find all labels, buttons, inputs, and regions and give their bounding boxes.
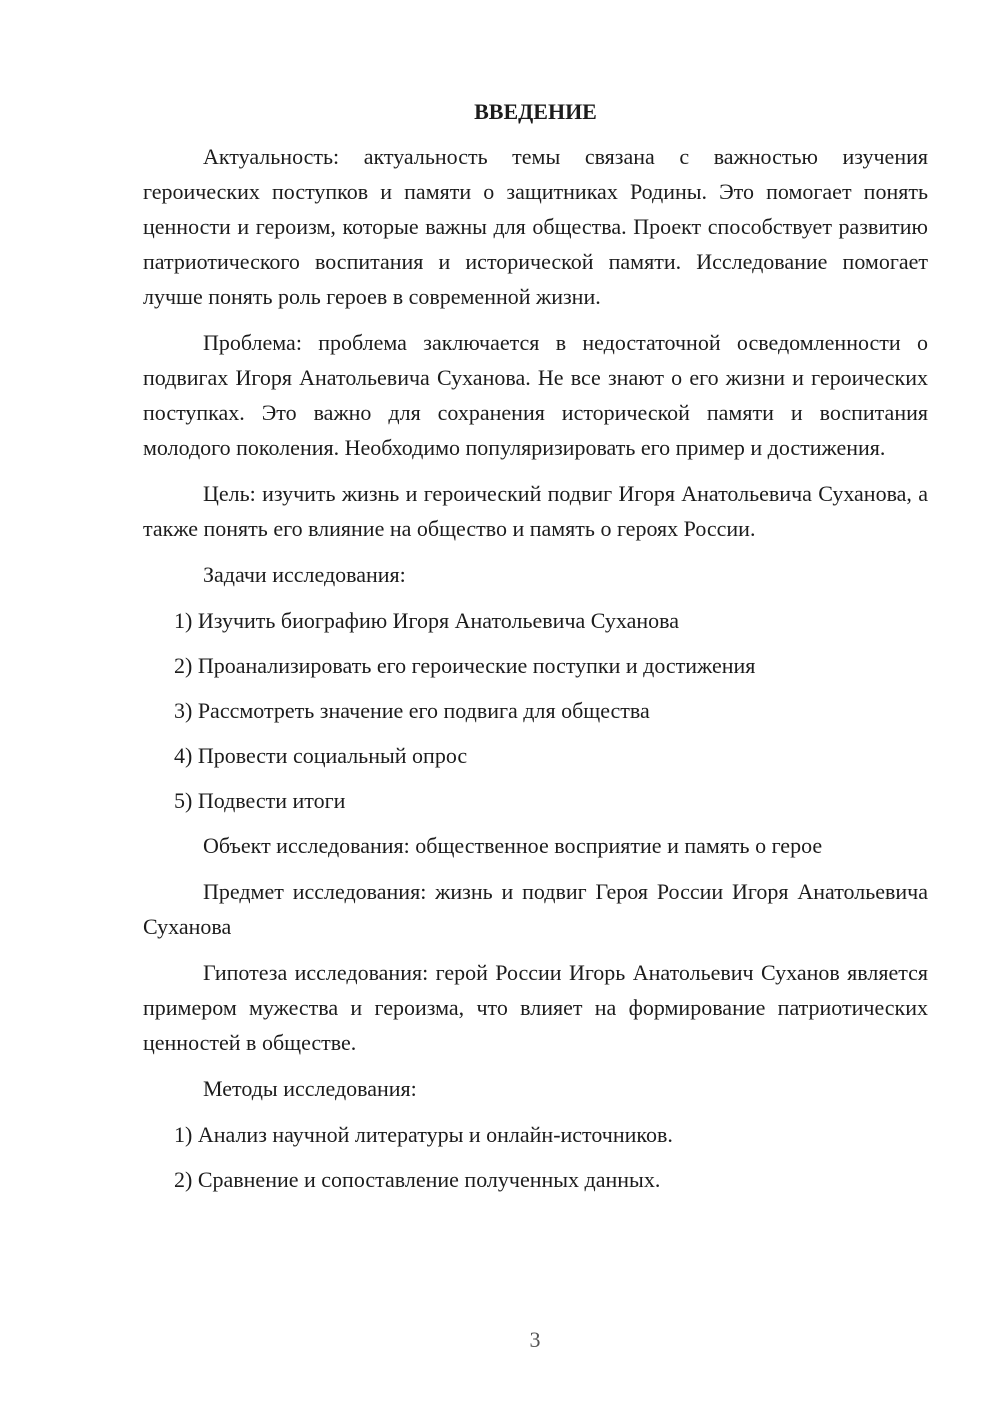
- methods-list: [143, 1117, 928, 1197]
- tasks-list: [143, 603, 928, 818]
- paragraph-problem: Проблема: проблема заключается в недостаточной осведомленности о подвигах Игоря Анатольевича Суханова. Не все знают о его жизни и героических поступках. Это важно для сохранения исторической памяти и воспитания молодого поколения. Необходимо популяризировать его пример и достижения.: [143, 330, 928, 460]
- list-item: 1) Изучить биографию Игоря Анатольевича Суханова: [174, 608, 680, 633]
- page-content: [143, 94, 928, 1207]
- methods-heading: Методы исследования:: [203, 1076, 417, 1101]
- paragraph-relevance: Актуальность: актуальность темы связана с важностью изучения героических поступков и памяти о защитниках Родины. Это помогает понять ценности и героизм, которые важны для общества. Проект способствует развитию патриотического воспитания и исторической памяти. Исследование помогает лучше понять роль героев в современной жизни.: [143, 144, 928, 309]
- tasks-heading: Задачи исследования:: [203, 562, 406, 587]
- paragraph-hypothesis: Гипотеза исследования: герой России Игорь Анатольевич Суханов является примером мужества и героизма, что влияет на формирование патриотических ценностей в обществе.: [143, 960, 928, 1055]
- list-item: 5) Подвести итоги: [174, 788, 346, 813]
- paragraph-object: Объект исследования: общественное восприятие и память о герое: [203, 833, 823, 858]
- section-title: ВВЕДЕНИЕ: [474, 99, 597, 124]
- list-item: 4) Провести социальный опрос: [174, 743, 468, 768]
- list-item: 2) Сравнение и сопоставление полученных данных.: [174, 1167, 661, 1192]
- list-item: 1) Анализ научной литературы и онлайн-источников.: [174, 1122, 673, 1147]
- page-number: 3: [529, 1327, 541, 1352]
- paragraph-goal: Цель: изучить жизнь и героический подвиг Игоря Анатольевича Суханова, а также понять его влияние на общество и память о героях России.: [143, 481, 928, 541]
- list-item: 2) Проанализировать его героические поступки и достижения: [174, 653, 756, 678]
- paragraph-subject: Предмет исследования: жизнь и подвиг Героя России Игоря Анатольевича Суханова: [143, 879, 928, 939]
- list-item: 3) Рассмотреть значение его подвига для общества: [174, 698, 650, 723]
